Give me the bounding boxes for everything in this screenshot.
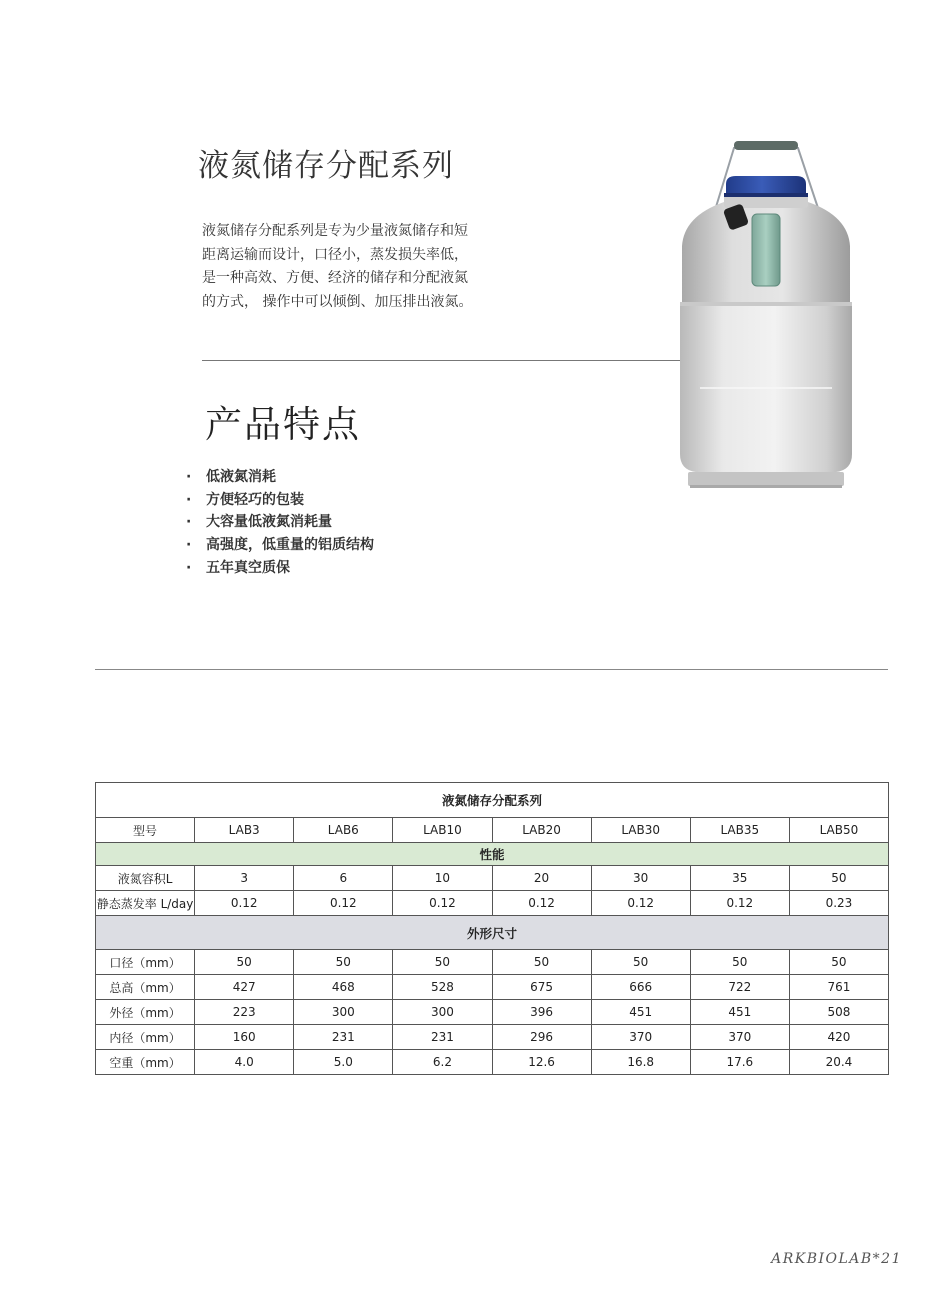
feature-text: 五年真空质保 bbox=[206, 559, 290, 576]
feature-item bbox=[186, 489, 374, 512]
table-cell: 12.6 bbox=[492, 1050, 591, 1075]
table-cell: 0.12 bbox=[492, 891, 591, 916]
table-caption: 液氮储存分配系列 bbox=[96, 783, 889, 818]
table-row bbox=[96, 866, 889, 891]
header-model: LAB3 bbox=[195, 818, 294, 843]
table-row bbox=[96, 891, 889, 916]
table-cell: 5.0 bbox=[294, 1050, 393, 1075]
features-title: 产品特点 bbox=[205, 403, 361, 446]
table-cell: 396 bbox=[492, 1000, 591, 1025]
intro-line: 的方式， 操作中可以倾倒、加压排出液氮。 bbox=[202, 293, 473, 310]
table-cell: 0.12 bbox=[195, 891, 294, 916]
table-cell: 223 bbox=[195, 1000, 294, 1025]
table-header-row bbox=[96, 818, 889, 843]
header-model: LAB50 bbox=[789, 818, 888, 843]
bullet-icon: · bbox=[186, 469, 192, 485]
page-divider bbox=[95, 669, 888, 670]
table-cell: 300 bbox=[393, 1000, 492, 1025]
table-cell: 10 bbox=[393, 866, 492, 891]
bullet-icon: · bbox=[186, 491, 192, 508]
body bbox=[680, 306, 852, 472]
table-cell: 50 bbox=[690, 950, 789, 975]
row-label: 内径（mm） bbox=[96, 1025, 195, 1050]
header-model: LAB6 bbox=[294, 818, 393, 843]
section-title: 外形尺寸 bbox=[96, 916, 889, 950]
row-label: 外径（mm） bbox=[96, 1000, 195, 1025]
table-cell: 427 bbox=[195, 975, 294, 1000]
table-cell: 761 bbox=[789, 975, 888, 1000]
bullet-icon: · bbox=[186, 559, 192, 576]
table-cell: 231 bbox=[393, 1025, 492, 1050]
page-footer: ARKBIOLAB*21 bbox=[771, 1251, 902, 1267]
feature-text: 大容量低液氮消耗量 bbox=[206, 514, 332, 531]
table-cell: 508 bbox=[789, 1000, 888, 1025]
table-cell: 50 bbox=[591, 950, 690, 975]
table-cell: 6 bbox=[294, 866, 393, 891]
table-cell: 50 bbox=[294, 950, 393, 975]
table-row bbox=[96, 1025, 889, 1050]
intro-line: 是一种高效、方便、经济的储存和分配液氮 bbox=[202, 270, 468, 286]
header-model: LAB10 bbox=[393, 818, 492, 843]
table-cell: 451 bbox=[690, 1000, 789, 1025]
feature-item bbox=[186, 534, 374, 557]
table-cell: 20 bbox=[492, 866, 591, 891]
table-row bbox=[96, 1050, 889, 1075]
table-cell: 0.12 bbox=[690, 891, 789, 916]
feature-list bbox=[186, 466, 374, 579]
handle-grip bbox=[734, 141, 798, 150]
table-cell: 0.12 bbox=[393, 891, 492, 916]
feature-item bbox=[186, 466, 374, 489]
sight-tube bbox=[752, 214, 780, 286]
intro-line: 液氮储存分配系列是专为少量液氮储存和短 bbox=[202, 223, 468, 239]
table-cell: 451 bbox=[591, 1000, 690, 1025]
table-cell: 50 bbox=[393, 950, 492, 975]
liquid-nitrogen-dewar-image bbox=[676, 136, 856, 492]
table-cell: 0.12 bbox=[591, 891, 690, 916]
table-cell: 370 bbox=[690, 1025, 789, 1050]
table-cell: 666 bbox=[591, 975, 690, 1000]
row-label: 液氮容积L bbox=[96, 866, 195, 891]
table-cell: 0.23 bbox=[789, 891, 888, 916]
row-label: 空重（mm） bbox=[96, 1050, 195, 1075]
spec-table bbox=[95, 782, 889, 1075]
table-cell: 50 bbox=[789, 866, 888, 891]
table-row bbox=[96, 975, 889, 1000]
header-model: LAB30 bbox=[591, 818, 690, 843]
table-cell: 50 bbox=[195, 950, 294, 975]
table-cell: 420 bbox=[789, 1025, 888, 1050]
table-cell: 35 bbox=[690, 866, 789, 891]
table-cell: 722 bbox=[690, 975, 789, 1000]
row-label: 口径（mm） bbox=[96, 950, 195, 975]
table-cell: 50 bbox=[492, 950, 591, 975]
table-cell: 370 bbox=[591, 1025, 690, 1050]
header-label: 型号 bbox=[96, 818, 195, 843]
section-row-performance bbox=[96, 843, 889, 866]
feature-item bbox=[186, 511, 374, 534]
table-cell: 296 bbox=[492, 1025, 591, 1050]
section-title: 性能 bbox=[96, 843, 889, 866]
header-model: LAB20 bbox=[492, 818, 591, 843]
bullet-icon: · bbox=[186, 537, 192, 554]
feature-text: 方便轻巧的包装 bbox=[206, 491, 304, 508]
table-cell: 0.12 bbox=[294, 891, 393, 916]
section-divider bbox=[202, 360, 680, 361]
intro-line: 距离运输而设计，口径小，蒸发损失率低， bbox=[202, 246, 468, 263]
table-cell: 528 bbox=[393, 975, 492, 1000]
table-cell: 4.0 bbox=[195, 1050, 294, 1075]
table-cell: 20.4 bbox=[789, 1050, 888, 1075]
header-model: LAB35 bbox=[690, 818, 789, 843]
table-caption-row bbox=[96, 783, 889, 818]
bullet-icon: · bbox=[186, 514, 192, 531]
table-cell: 50 bbox=[789, 950, 888, 975]
table-cell: 17.6 bbox=[690, 1050, 789, 1075]
table-cell: 6.2 bbox=[393, 1050, 492, 1075]
table-cell: 300 bbox=[294, 1000, 393, 1025]
table-cell: 3 bbox=[195, 866, 294, 891]
table-cell: 160 bbox=[195, 1025, 294, 1050]
table-row bbox=[96, 1000, 889, 1025]
intro-paragraph bbox=[202, 220, 502, 314]
feature-item bbox=[186, 557, 374, 580]
page-title: 液氮储存分配系列 bbox=[198, 148, 454, 184]
row-label: 静态蒸发率 L/day bbox=[96, 891, 195, 916]
table-cell: 231 bbox=[294, 1025, 393, 1050]
row-label: 总高（mm） bbox=[96, 975, 195, 1000]
table-cell: 30 bbox=[591, 866, 690, 891]
feature-text: 低液氮消耗 bbox=[206, 469, 276, 485]
table-cell: 468 bbox=[294, 975, 393, 1000]
feature-text: 高强度，低重量的铝质结构 bbox=[206, 537, 374, 554]
section-row-dimensions bbox=[96, 916, 889, 950]
table-cell: 675 bbox=[492, 975, 591, 1000]
table-cell: 16.8 bbox=[591, 1050, 690, 1075]
table-row bbox=[96, 950, 889, 975]
